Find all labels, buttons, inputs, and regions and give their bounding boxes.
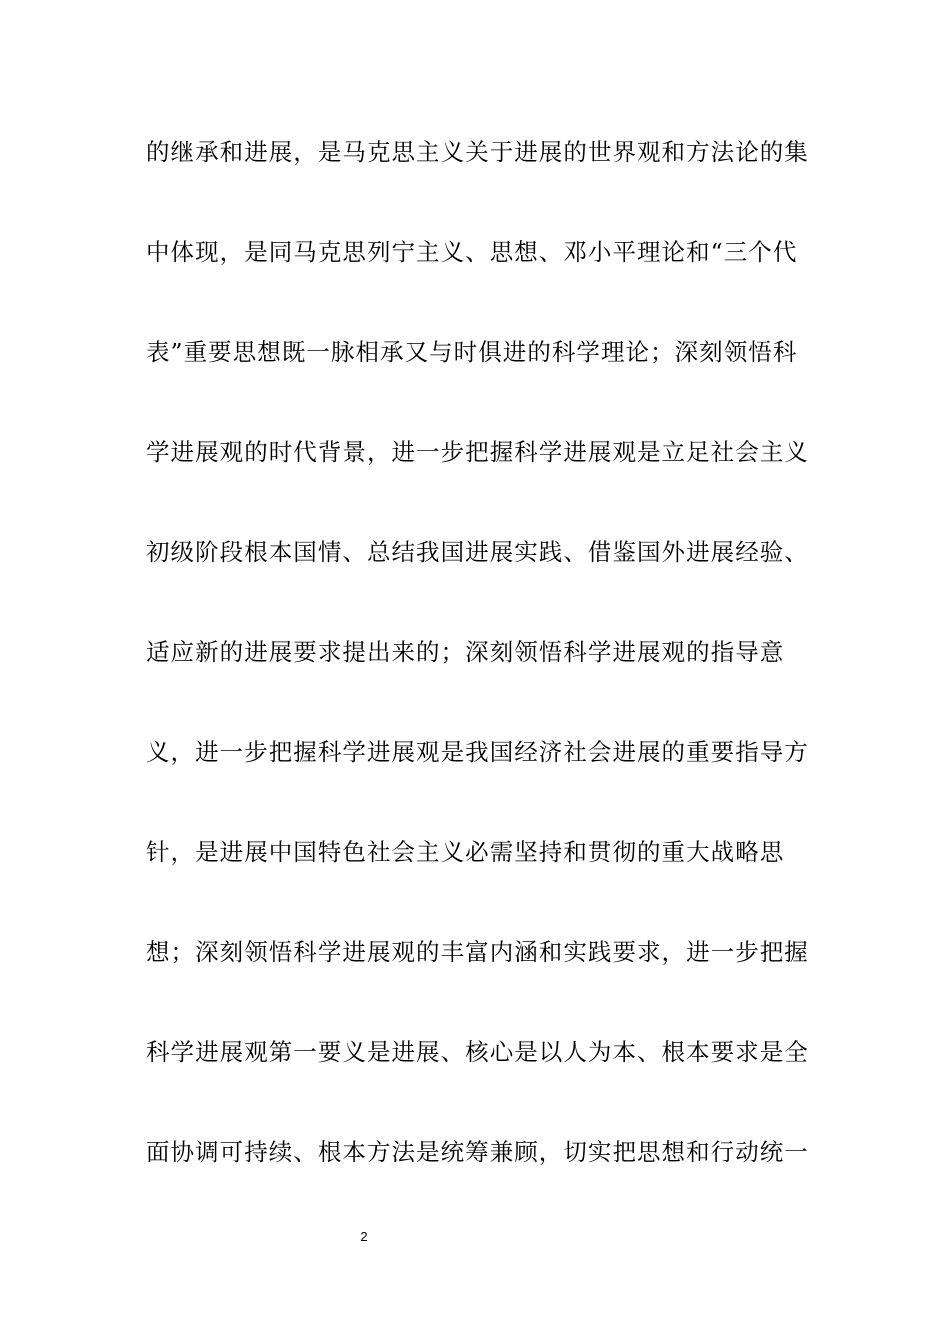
body-text xyxy=(146,128,816,1228)
text-line: 义，进一步把握科学进展观是我国经济社会进展的重要指导方 xyxy=(146,738,809,766)
text-line: 初级阶段根本国情、总结我国进展实践、借鉴国外进展经验、 xyxy=(146,538,809,566)
text-line: 中体现，是同马克思列宁主义、思想、邓小平理论和“三个代 xyxy=(146,238,798,266)
text-line: 想；深刻领悟科学进展观的丰富内涵和实践要求，进一步把握 xyxy=(146,938,809,966)
text-line: 的继承和进展，是马克思主义关于进展的世界观和方法论的集 xyxy=(146,138,809,166)
text-line: 针，是进展中国特色社会主义必需坚持和贯彻的重大战略思 xyxy=(146,838,785,866)
text-line: 适应新的进展要求提出来的；深刻领悟科学进展观的指导意 xyxy=(146,638,785,666)
text-line: 学进展观的时代背景，进一步把握科学进展观是立足社会主义 xyxy=(146,438,809,466)
page-number: 2 xyxy=(360,1229,368,1244)
text-line: 表”重要思想既一脉相承又与时俱进的科学理论；深刻领悟科 xyxy=(146,338,798,366)
text-line: 面协调可持续、根本方法是统筹兼顾，切实把思想和行动统一 xyxy=(146,1138,809,1166)
text-line: 科学进展观第一要义是进展、核心是以人为本、根本要求是全 xyxy=(146,1038,809,1066)
